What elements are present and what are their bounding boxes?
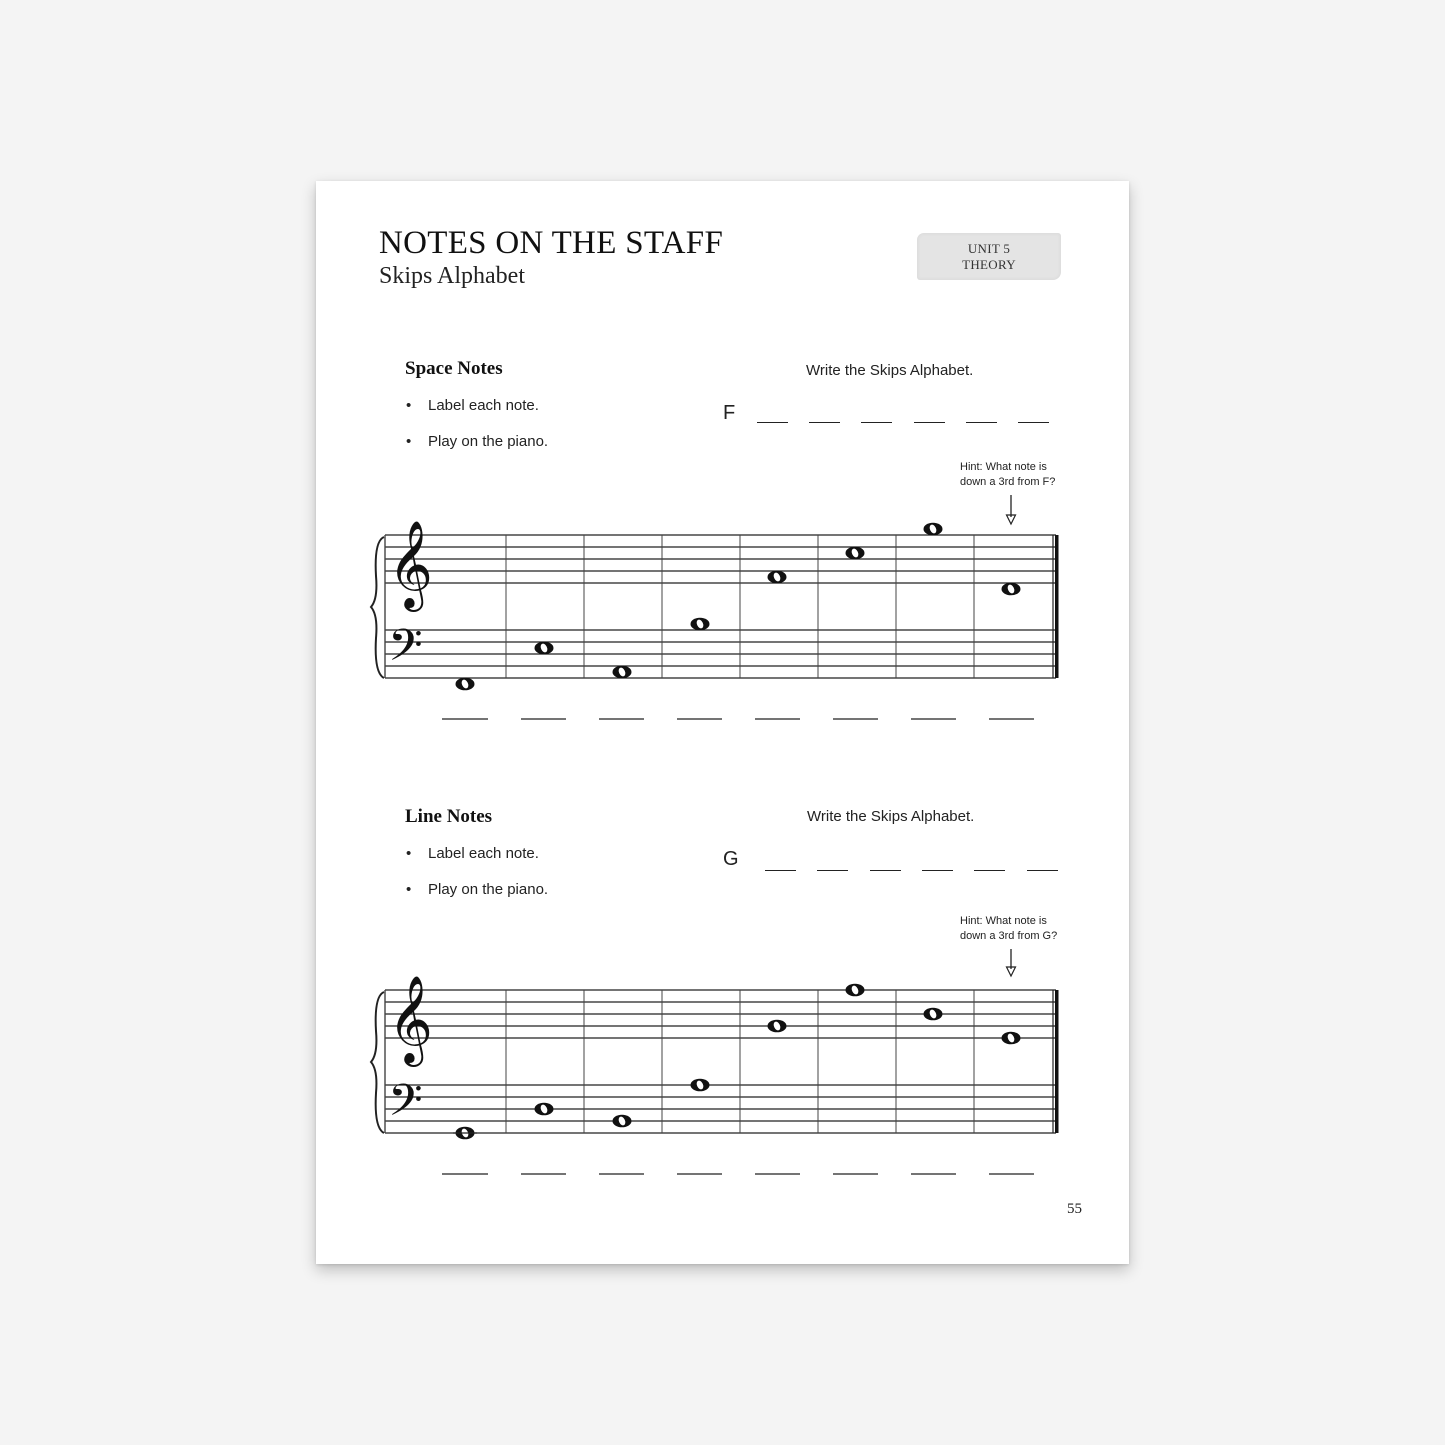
treble-clef-icon: 𝄞 [388,519,433,608]
alphabet-blank[interactable] [765,870,796,871]
bullet-text: Label each note. [428,845,539,862]
alphabet-blank[interactable] [1018,422,1049,423]
whole-note [768,1020,787,1033]
notes [456,523,1021,691]
bullet-item: • Play on the piano. [406,881,549,898]
whole-note [768,571,787,584]
treble-staff-lines [385,990,1056,1038]
down-arrow-icon [1007,495,1016,524]
bar-lines [385,990,974,1133]
bullet-text: Play on the piano. [428,881,549,898]
grand-staff [316,481,1129,741]
page-subtitle: Skips Alphabet [379,263,526,289]
whole-note [924,523,943,536]
bass-staff-lines [385,1085,1056,1133]
bass-staff-lines [385,630,1056,678]
instruction-text: Write the Skips Alphabet. [806,362,974,379]
alphabet-blank[interactable] [861,422,892,423]
alphabet-blank[interactable] [914,422,945,423]
hint-line: Hint: What note is [960,915,1047,927]
whole-note [846,984,865,997]
hint-line: down a 3rd from G? [960,930,1058,942]
section-heading: Line Notes [405,806,493,827]
whole-note [1002,583,1021,596]
final-barline [1053,535,1059,678]
whole-note [535,642,554,655]
alphabet-blank[interactable] [966,422,997,423]
whole-note [613,1115,632,1128]
bar-lines [385,535,974,678]
start-letter: F [723,402,736,424]
alphabet-blank[interactable] [922,870,953,871]
whole-note [924,1008,943,1021]
whole-note [453,1127,477,1140]
alphabet-blank[interactable] [1027,870,1058,871]
hint-line: down a 3rd from F? [960,476,1056,488]
bullet-item: • Label each note. [406,845,539,862]
whole-note [456,678,475,691]
whole-note [613,666,632,679]
whole-note [1002,1032,1021,1045]
whole-note [691,618,710,631]
unit-badge-line1: UNIT 5 [967,240,1011,256]
down-arrow-icon [1007,949,1016,976]
bullet-text: Label each note. [428,397,539,414]
alphabet-blank[interactable] [757,422,788,423]
treble-clef-icon: 𝄞 [388,974,433,1063]
grand-staff [316,936,1129,1196]
alphabet-blank[interactable] [817,870,848,871]
worksheet-page [316,181,1129,1264]
section-heading: Space Notes [405,358,503,379]
page-number: 55 [1067,1201,1082,1217]
bullet-text: Play on the piano. [428,433,549,450]
treble-staff-lines [385,535,1056,583]
bass-clef-icon: 𝄢 [388,1074,423,1137]
alphabet-blank[interactable] [870,870,901,871]
final-barline [1053,990,1059,1133]
brace [371,992,384,1133]
hint-line: Hint: What note is [960,461,1047,473]
instruction-text: Write the Skips Alphabet. [807,808,975,825]
start-letter: G [723,848,739,870]
bullet-item: • Label each note. [406,397,539,414]
whole-note [535,1103,554,1116]
brace [371,537,384,678]
page-title: NOTES ON THE STAFF [379,225,724,261]
bass-clef-icon: 𝄢 [388,619,423,682]
unit-badge-line2: THEORY [962,256,1016,272]
bullet-item: • Play on the piano. [406,433,549,450]
unit-badge [917,233,1061,280]
alphabet-blank[interactable] [974,870,1005,871]
whole-note [846,547,865,560]
whole-note [691,1079,710,1092]
alphabet-blank[interactable] [809,422,840,423]
notes [453,984,1021,1140]
